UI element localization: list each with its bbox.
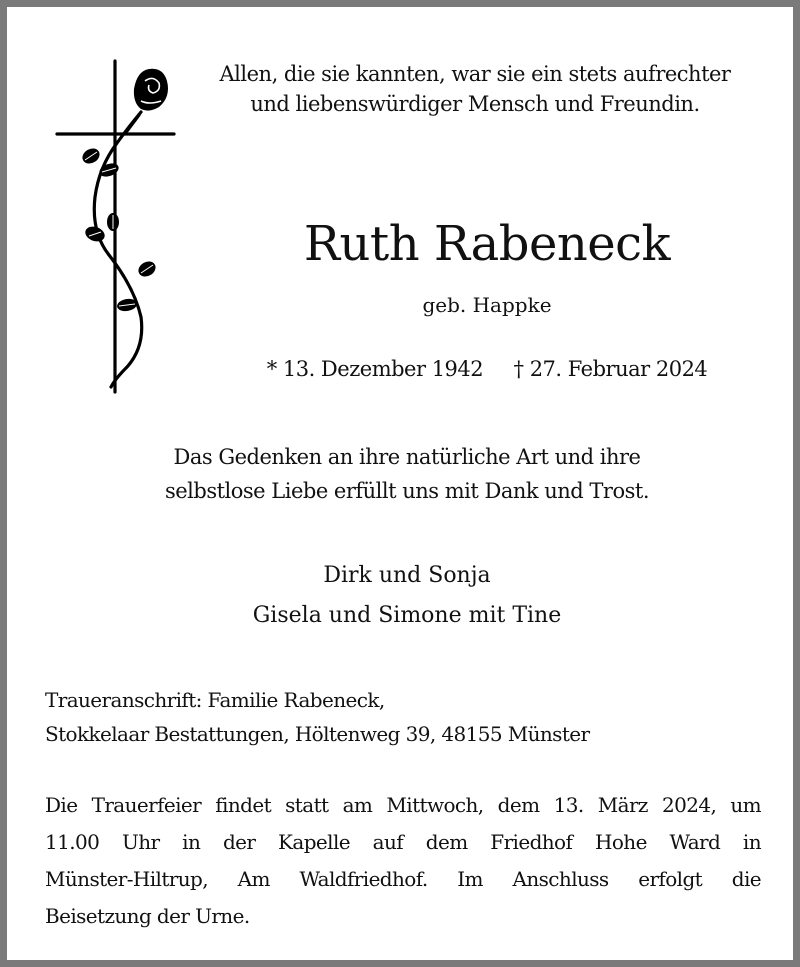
mourning-address (45, 683, 589, 751)
memory-line: selbstlose Liebe erfüllt uns mit Dank und Trost. (164, 479, 650, 503)
maiden-name: geb. Happke (422, 293, 552, 317)
mourner-line: Dirk und Sonja (323, 563, 491, 588)
quote-line: Allen, die sie kannten, war sie ein stets aufrechter (219, 62, 731, 86)
funeral-details (45, 787, 761, 935)
quote-line: und liebenswürdiger Mensch und Freundin. (250, 92, 700, 116)
birth-date: * 13. Dezember 1942 (266, 357, 484, 381)
address-line: Stokkelaar Bestattungen, Höltenweg 39, 48155 Münster (45, 722, 590, 746)
obituary-card (7, 7, 793, 960)
mourners (107, 556, 707, 636)
ceremony-line: 11.00 Uhr in der Kapelle auf dem Friedhof Hohe Ward in (45, 830, 761, 854)
ceremony-line: Münster-Hiltrup, Am Waldfriedhof. Im Anschluss erfolgt die (45, 867, 761, 891)
life-dates (247, 354, 727, 384)
memory-text (107, 440, 707, 508)
ceremony-line: Beisetzung der Urne. (45, 904, 250, 928)
quote (200, 59, 750, 119)
deceased-name: Ruth Rabeneck (303, 216, 671, 272)
ceremony-line: Die Trauerfeier findet statt am Mittwoch, dem 13. März 2024, um (45, 793, 761, 817)
death-date: † 27. Februar 2024 (513, 357, 708, 381)
mourner-line: Gisela und Simone mit Tine (252, 603, 562, 628)
cross-with-rose-icon (49, 57, 179, 397)
address-line: Traueranschrift: Familie Rabeneck, (45, 688, 385, 712)
memory-line: Das Gedenken an ihre natürliche Art und ihre (173, 445, 641, 469)
